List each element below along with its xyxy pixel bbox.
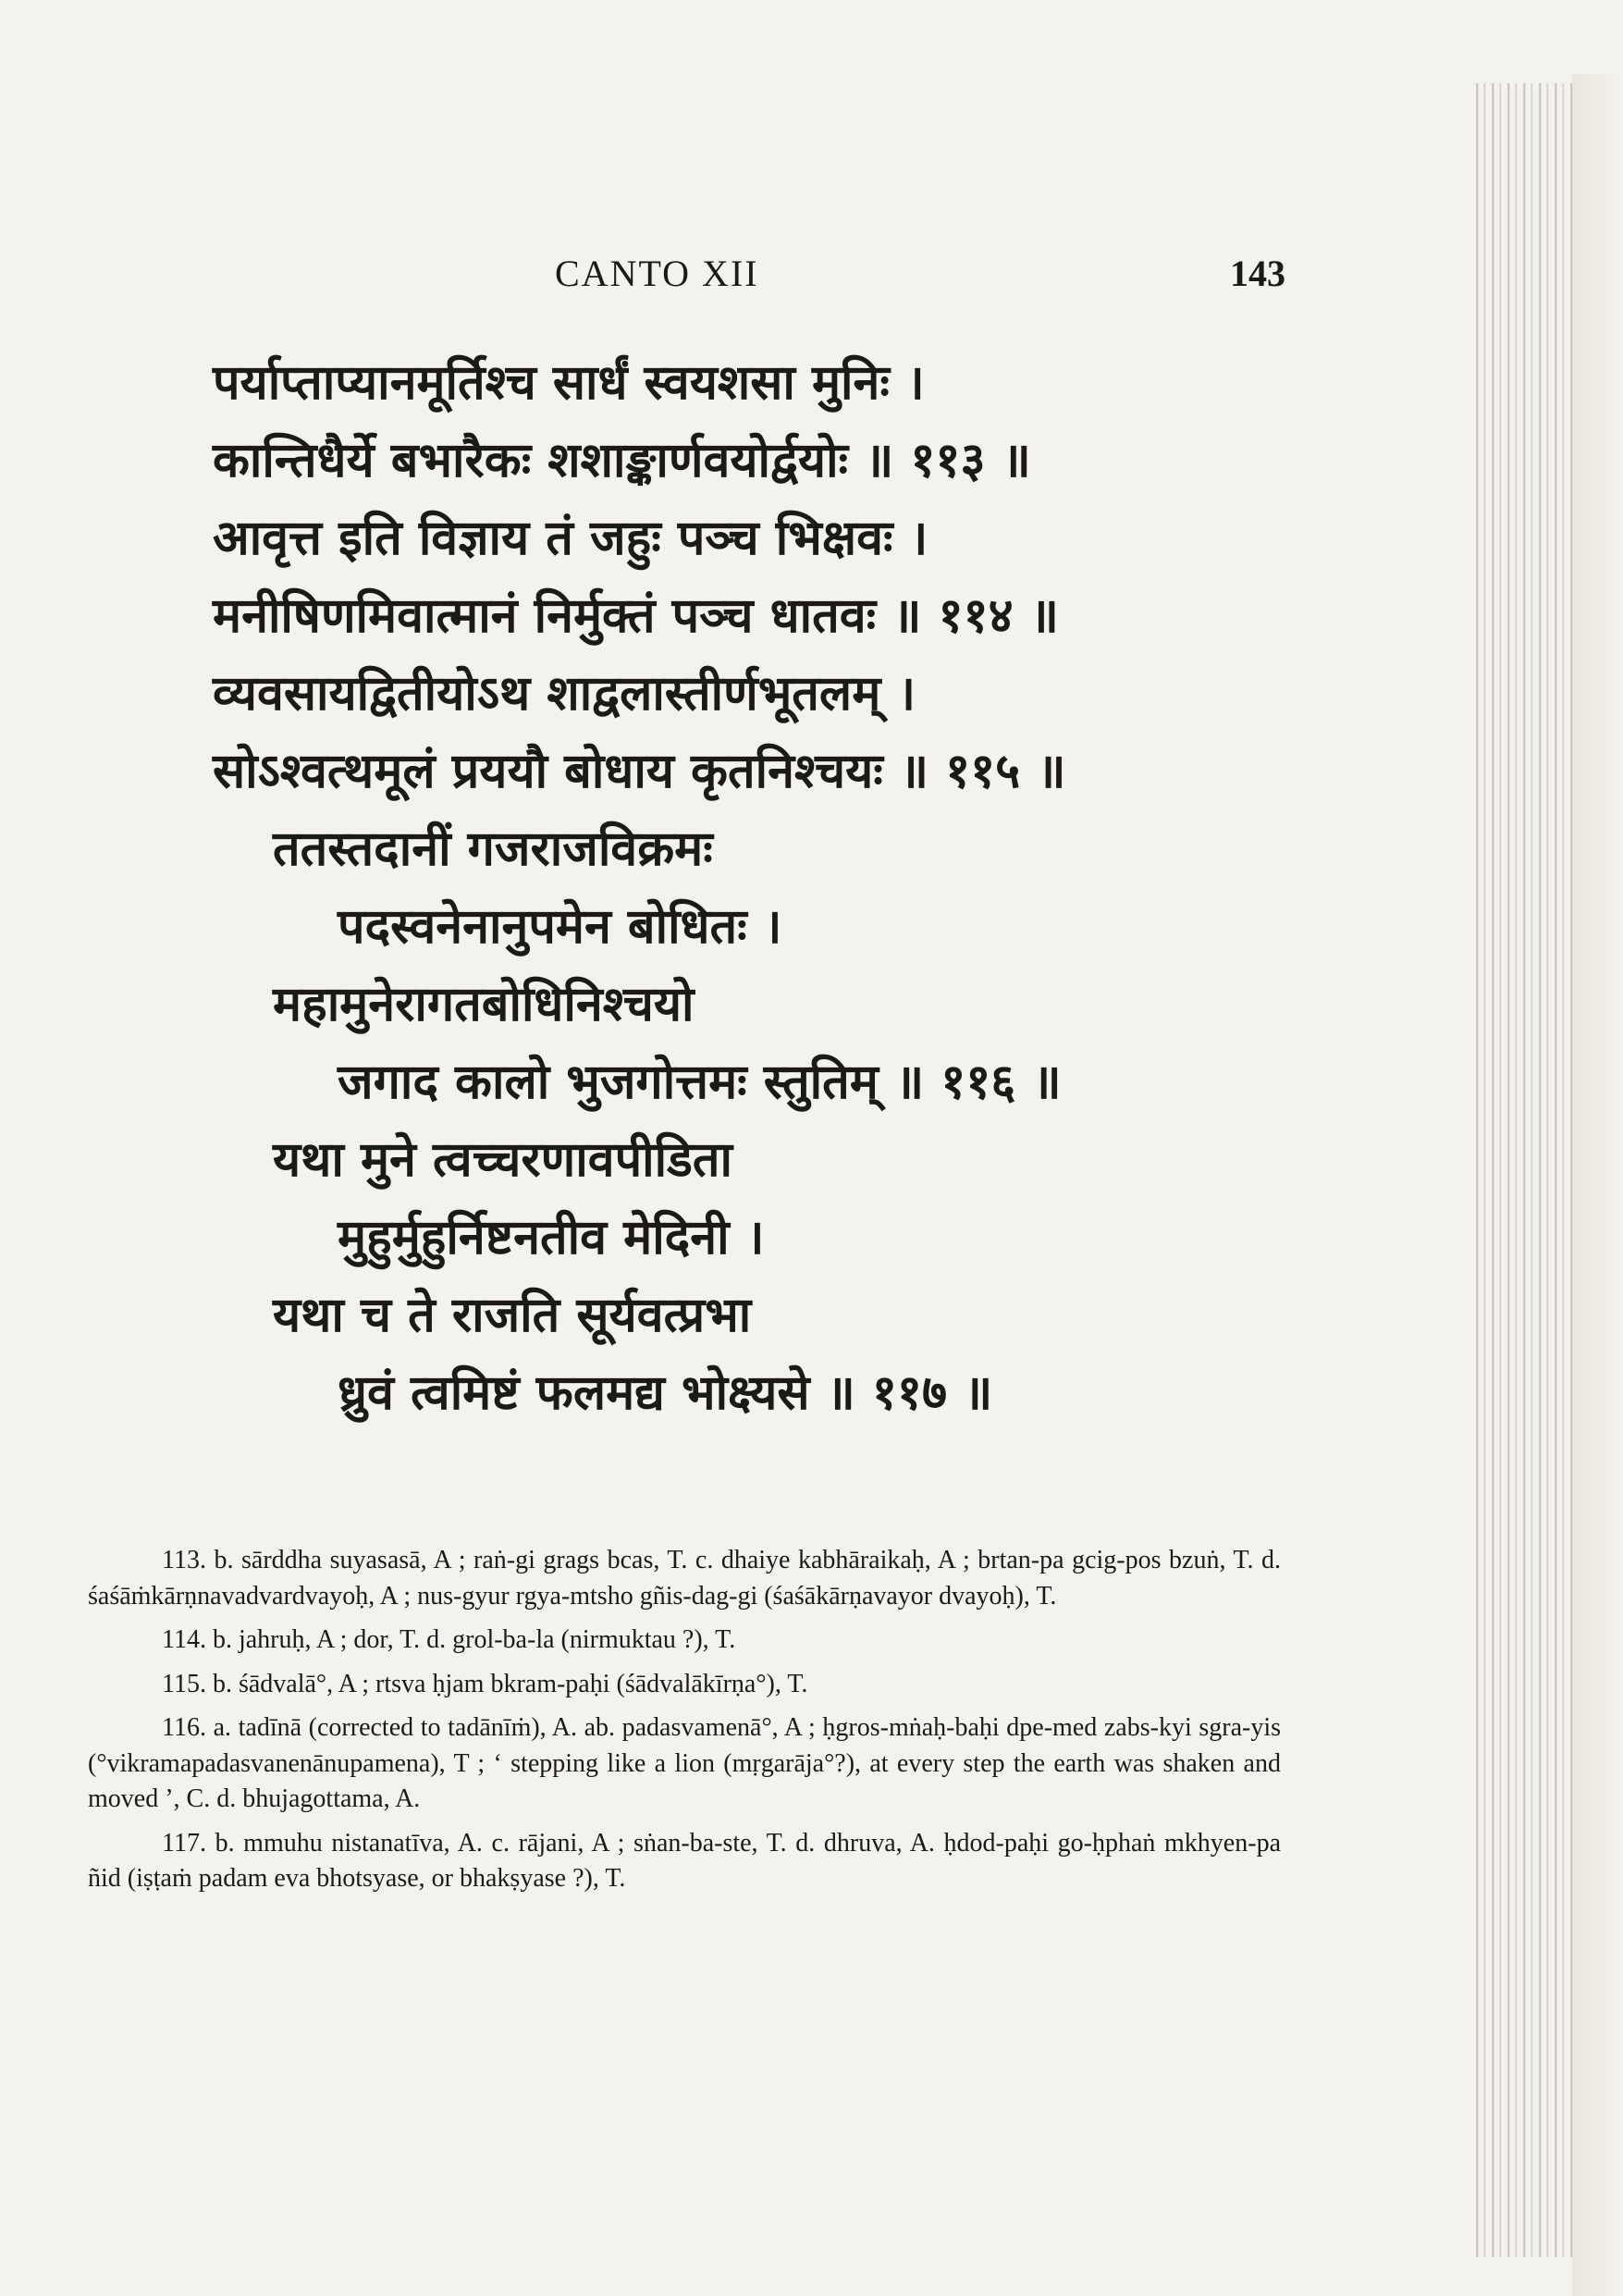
- verse-line: यथा च ते राजति सूर्यवत्प्रभा: [273, 1288, 752, 1343]
- critical-notes: [88, 1543, 1281, 1906]
- note-text: b. sārddha suyasasā, A ; raṅ-gi grags bcas, T. c. dhaiye kabhāraikaḥ, A ; brtan-pa gcig-pos bzuṅ, T. d. śaśāṁkārṇnavadvardvayoḥ, A ; nus-gyur rgya-mtsho gñis-dag-gi (śaśākārṇavayor dvayoḥ), T.: [88, 1546, 1282, 1611]
- scan-gutter-shadow: [1470, 83, 1581, 2257]
- verse-line: पर्याप्ताप्यानमूर्तिश्च सार्धं स्वयशसा मुनिः ।: [213, 355, 925, 411]
- note-113: [88, 1543, 1281, 1614]
- verse-line: मुहुर्मुहुर्निष्टनतीव मेदिनी ।: [338, 1210, 765, 1265]
- verse-line: सोऽश्वत्थमूलं प्रययौ बोधाय कृतनिश्चयः ॥ ११५ ॥: [213, 744, 1066, 799]
- note-115: [88, 1667, 1281, 1703]
- verse-line: पदस्वनेनानुपमेन बोधितः ।: [338, 899, 782, 955]
- note-number: 113.: [162, 1546, 206, 1574]
- note-number: 116.: [162, 1713, 206, 1742]
- note-number: 117.: [162, 1828, 206, 1858]
- verse-line: आवृत्त इति विज्ञाय तं जहुः पञ्च भिक्षवः ।: [213, 511, 928, 566]
- note-116: [88, 1710, 1281, 1818]
- scan-page-edge: [1572, 74, 1623, 2296]
- verse-line: मनीषिणमिवात्मानं निर्मुक्तं पञ्च धातवः ॥ ११४ ॥: [213, 588, 1059, 644]
- note-text: b. jahruḥ, A ; dor, T. d. grol-ba-la (nirmuktau ?), T.: [212, 1625, 736, 1654]
- note-text: b. śādvalā°, A ; rtsva ḥjam bkram-paḥi (śādvalākīrṇa°), T.: [212, 1669, 808, 1698]
- page-number: 143: [1230, 253, 1285, 294]
- note-text: b. mmuhu nistanatīva, A. c. rājani, A ; sṅan-ba-ste, T. d. dhruva, A. ḥdod-paḥi go-ḥphaṅ mkhyen-pa ñid (iṣṭaṁ padam eva bhotsyase, or bhakṣyase ?), T.: [88, 1828, 1281, 1893]
- running-title: CANTO XII: [555, 253, 759, 294]
- verse-line: ततस्तदानीं गजराजविक्रमः: [273, 821, 713, 877]
- verse-line: ध्रुवं त्वमिष्टं फलमद्य भोक्ष्यसे ॥ ११७ ॥: [338, 1365, 993, 1421]
- note-text: a. tadīnā (corrected to tadānīṁ), A. ab. padasvamenā°, A ; ḥgros-mṅaḥ-baḥi dpe-med zabs-kyi sgra-yis (°vikramapadasvanenānupamena), T ; ‘ stepping like a lion (mṛgarāja°?), at every step the earth was shaken and moved ’, C. d. bhujagottama, A.: [88, 1713, 1282, 1813]
- note-number: 115.: [162, 1669, 206, 1698]
- page-header: [213, 252, 1285, 298]
- verse-line: महामुनेरागतबोधिनिश्चयो: [273, 977, 695, 1032]
- note-114: [88, 1623, 1281, 1659]
- verse-line: कान्तिधैर्ये बभारैकः शशाङ्कार्णवयोर्द्वयोः ॥ ११३ ॥: [213, 433, 1031, 488]
- sanskrit-verses: [213, 344, 1276, 1432]
- verse-line: यथा मुने त्वच्चरणावपीडिता: [273, 1132, 732, 1188]
- verse-line: जगाद कालो भुजगोत्तमः स्तुतिम् ॥ ११६ ॥: [338, 1055, 1062, 1110]
- note-number: 114.: [162, 1625, 206, 1654]
- verse-line: व्यवसायद्वितीयोऽथ शाद्वलास्तीर्णभूतलम् ।: [213, 666, 916, 722]
- note-117: [88, 1826, 1281, 1897]
